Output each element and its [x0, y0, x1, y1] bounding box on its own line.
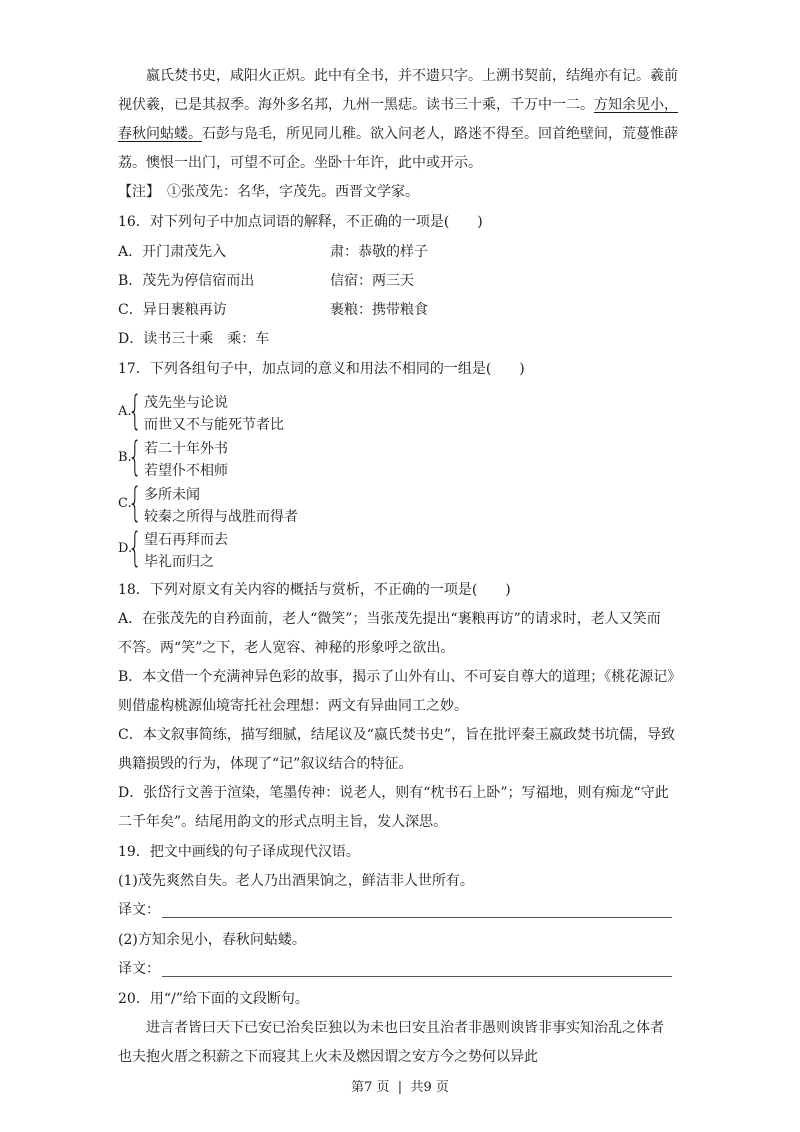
q19-translation-label-2: 译文：	[118, 961, 160, 977]
note-text: ①张茂先：名华，字茂先。西晋文学家。	[167, 184, 419, 200]
q17-pair-b-line-2: 若望仆不相师	[144, 463, 228, 479]
q20-text-line-1: 进言者皆曰天下已安已治矣臣独以为未也曰安且治者非愚则谀皆非事实知治乱之体者	[146, 1020, 664, 1036]
brace-icon: {	[128, 525, 142, 571]
underlined-sentence-part-1: 方知余见小，	[594, 97, 678, 113]
q17-pair-b-line-1: 若二十年外书	[144, 441, 228, 457]
q16-stem: 16．对下列句子中加点词语的解释，不正确的一项是( )	[118, 214, 483, 230]
q18-option-b-line-2: 则借虚构桃源仙境寄托社会理想：两文有异曲同工之妙。	[118, 698, 468, 714]
q19-sentence-2: (2)方知余见小，春秋问蛄蝼。	[118, 932, 306, 948]
q19-sentence-1: (1)茂先爽然自失。老人乃出酒果饷之，鲜洁非人世所有。	[118, 873, 474, 889]
passage-line-3	[118, 120, 692, 149]
q18-stem: 18．下列对原文有关内容的概括与赏析，不正确的一项是( )	[118, 582, 511, 598]
q17-stem: 17．下列各组句子中，加点词的意义和用法不相同的一组是( )	[118, 361, 525, 377]
passage-line-4: 荔。懊恨一出门，可望不可企。坐卧十年许，此中或开示。	[118, 155, 482, 171]
passage-line-2-text: 视伏羲，已是其叔季。海外多名邦，九州一黑痣。读书三十乘，千万中一二。	[118, 97, 594, 113]
q18-option-c-line-2: 典籍损毁的行为，体现了“记”叙议结合的特征。	[118, 756, 413, 772]
q16-option-c: C．异日裹粮再访	[118, 302, 227, 318]
q18-option-a-line-2: 不答。两“笑”之下，老人宽容、神秘的形象呼之欲出。	[118, 640, 455, 656]
q16-option-a-gloss: 肃：恭敬的样子	[330, 244, 428, 260]
q17-pair-a-letter: A.	[118, 404, 132, 419]
brace-icon: {	[128, 434, 142, 480]
q16-option-b-gloss: 信宿：两三天	[330, 273, 414, 289]
q18-option-c-line-1: C．本文叙事简练，描写细腻，结尾议及“嬴氏焚书史”，旨在批评秦王嬴政焚书坑儒，导致	[118, 727, 676, 743]
q17-pair-c-letter: C.	[118, 496, 132, 511]
q16-option-d: D．读书三十乘 乘：车	[118, 331, 270, 347]
q20-stem: 20．用“/”给下面的文段断句。	[118, 991, 309, 1007]
underlined-sentence-part-2: 春秋问蛄蝼。	[118, 126, 202, 142]
q20-text-line-2: 也夫抱火厝之积薪之下而寝其上火未及燃因谓之安方今之势何以异此	[118, 1049, 538, 1065]
brace-icon: {	[128, 388, 142, 434]
q19-answer-line-2[interactable]	[162, 976, 672, 977]
q17-pair-d-letter: D.	[118, 541, 133, 556]
q19-stem: 19．把文中画线的句子译成现代汉语。	[118, 844, 360, 860]
q16-option-b: B．茂先为停信宿而出	[118, 273, 255, 289]
q17-pair-d-line-2: 毕礼而归之	[144, 554, 214, 570]
passage-line-2	[118, 91, 692, 120]
page-footer: 第7 页 | 共9 页	[351, 1080, 449, 1095]
q17-pair-b-letter: B.	[118, 450, 132, 465]
q19-answer-line-1[interactable]	[162, 917, 672, 918]
q19-translation-label-1: 译文：	[118, 902, 160, 918]
q16-option-c-gloss: 裹粮：携带粮食	[330, 302, 428, 318]
q18-option-a-line-1: A．在张茂先的自矜面前，老人“微笑”；当张茂先提出“裹粮再访”的请求时，老人又笑而	[118, 611, 661, 627]
brace-icon: {	[128, 480, 142, 526]
q18-option-b-line-1: B．本文借一个充满神异色彩的故事，揭示了山外有山、不可妄自尊大的道理；《桃花源记》	[118, 669, 682, 685]
q17-pair-a-line-2: 而世又不与能死节者比	[144, 417, 284, 433]
note-label: 【注】	[118, 184, 153, 200]
note	[118, 178, 692, 207]
q17-pair-c-line-1: 多所未闻	[144, 487, 200, 503]
q16-option-a: A．开门肃茂先入	[118, 244, 227, 260]
q18-option-d-line-1: D．张岱行文善于渲染，笔墨传神：说老人，则有“枕书石上卧”；写福地，则有痴龙“守此	[118, 785, 669, 801]
passage-line-1: 嬴氏焚书史，咸阳火正炽。此中有全书，并不遗只字。上溯书契前，结绳亦有记。羲前	[146, 68, 678, 84]
q18-option-d-line-2: 二千年矣”。结尾用韵文的形式点明主旨，发人深思。	[118, 814, 448, 830]
passage-line-3-text: 石彭与凫毛，所见同儿稚。欲入问老人，路迷不得至。回首绝壁间，荒蔓惟薜	[202, 126, 678, 142]
q17-pair-a-line-1: 茂先坐与论说	[144, 395, 228, 411]
q17-pair-d-line-1: 望石再拜而去	[144, 532, 228, 548]
q17-pair-c-line-2: 较秦之所得与战胜而得者	[144, 509, 298, 525]
